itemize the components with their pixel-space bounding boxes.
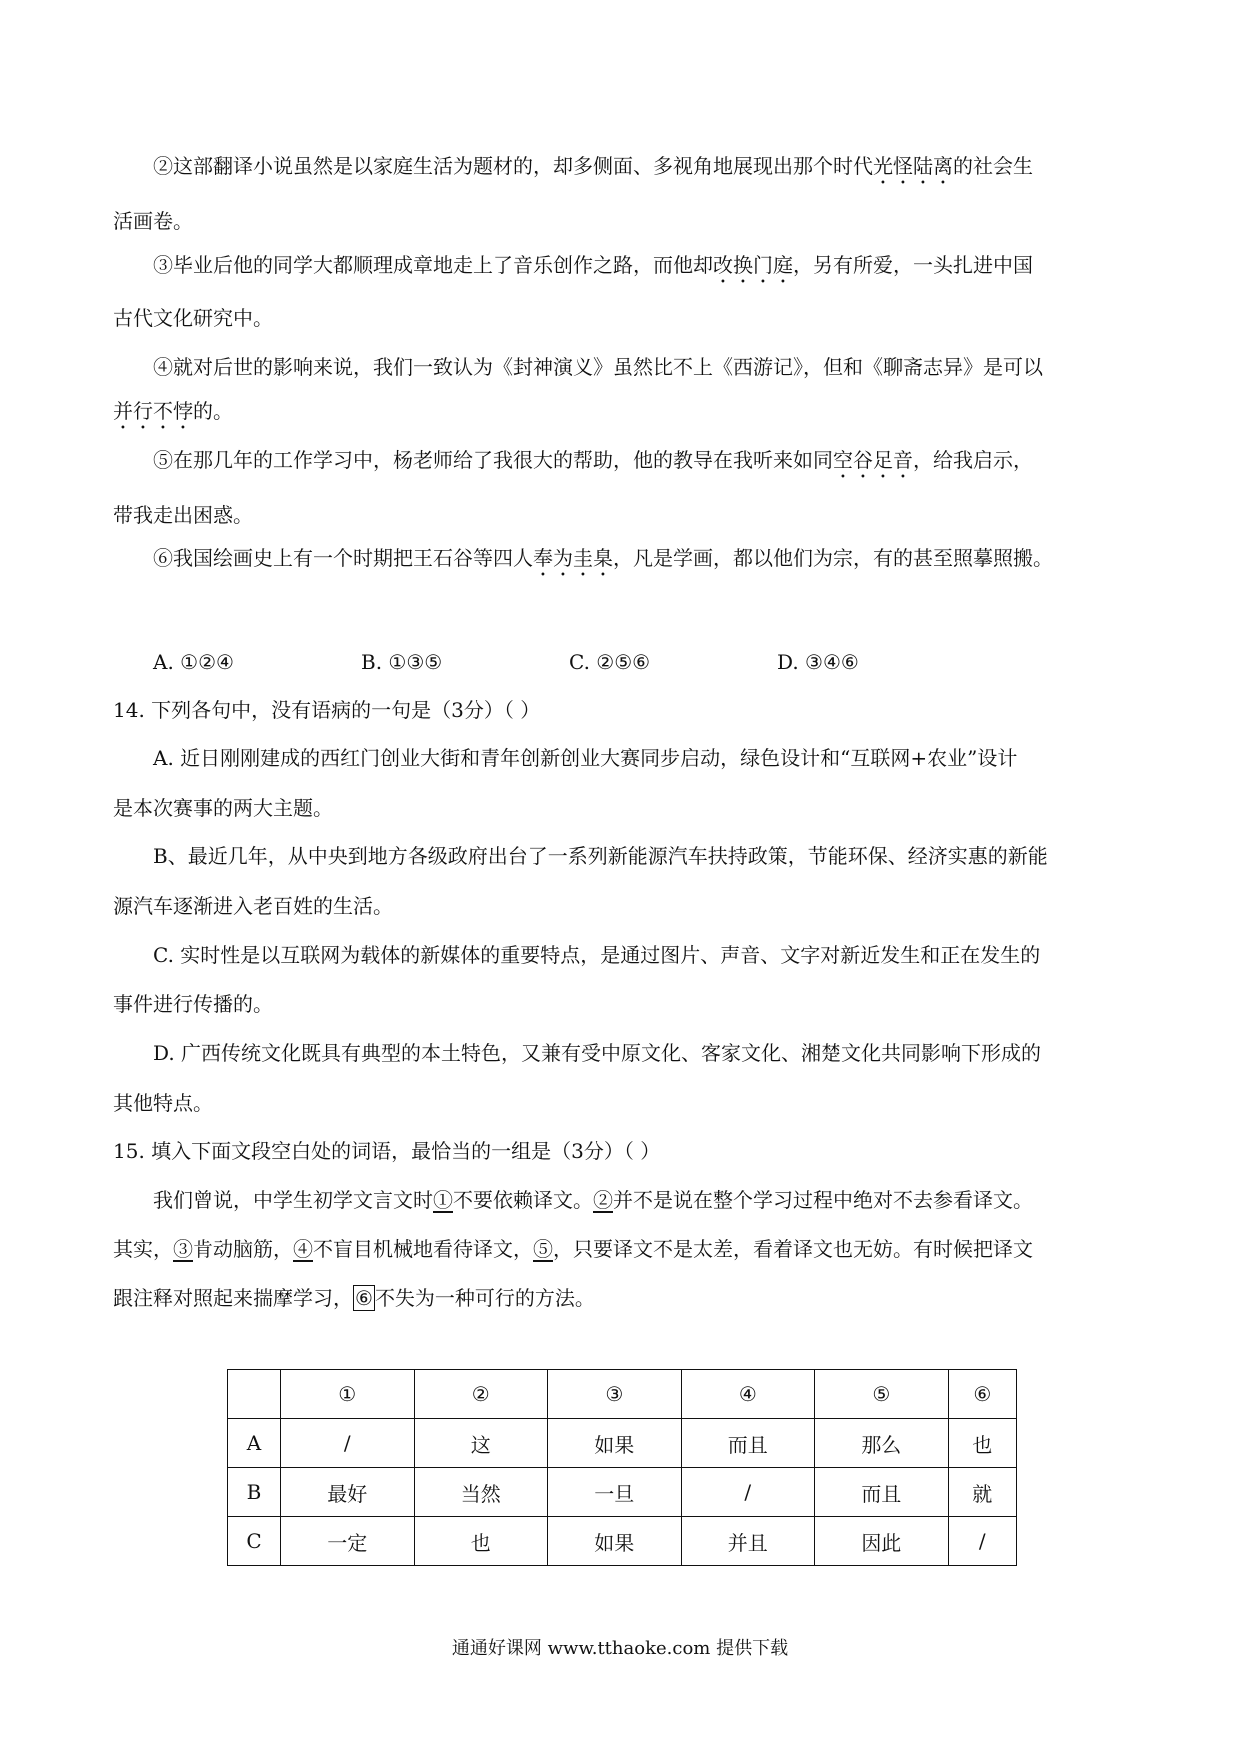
table-cell: 如果 bbox=[548, 1419, 682, 1468]
item-3-line-2: 古代文化研究中。 bbox=[113, 306, 273, 330]
table-cell: 一定 bbox=[281, 1517, 415, 1566]
table-cell: 如果 bbox=[548, 1517, 682, 1566]
table-cell: 而且 bbox=[815, 1468, 949, 1517]
table-cell: 当然 bbox=[414, 1468, 548, 1517]
q13-options bbox=[153, 650, 985, 674]
table-row-b bbox=[228, 1468, 1017, 1517]
table-cell: 就 bbox=[948, 1468, 1016, 1517]
q15-paragraph-line-3: 跟注释对照起来揣摩学习， ⑥ 不失为一种可行的方法。 bbox=[113, 1286, 595, 1310]
q14-option-b-line-2: 源汽车逐渐进入老百姓的生活。 bbox=[113, 894, 393, 918]
table-cell: / bbox=[948, 1517, 1016, 1566]
q15-paragraph-line-2: 其实，③肯动脑筋，④不盲目机械地看待译文，⑤，只要译文不是太差，看着译文也无妨。有时候把译文 bbox=[113, 1237, 1033, 1261]
table-header-row bbox=[228, 1370, 1017, 1419]
table-row-a bbox=[228, 1419, 1017, 1468]
table-cell: 也 bbox=[948, 1419, 1016, 1468]
page-footer: 通通好课网 www.tthaoke.com 提供下载 bbox=[451, 1638, 789, 1659]
table-header-cell: ④ bbox=[681, 1370, 815, 1419]
item-5-line-1: ⑤在那几年的工作学习中，杨老师给了我很大的帮助，他的教导在我听来如同空谷足音，给我启示， bbox=[153, 448, 1033, 472]
q14-option-d-line-2: 其他特点。 bbox=[113, 1091, 213, 1115]
item-5-line-2: 带我走出困惑。 bbox=[113, 503, 253, 527]
item-6-dotted-idiom: 奉为圭臬 bbox=[533, 546, 613, 570]
item-2-line-2: 活画卷。 bbox=[113, 209, 193, 233]
q13-option-a: A. ①②④ bbox=[153, 650, 234, 674]
q13-option-c: C. ②⑤⑥ bbox=[569, 650, 651, 674]
table-corner-cell bbox=[228, 1370, 281, 1419]
table-cell: / bbox=[681, 1468, 815, 1517]
blank-1: ① bbox=[433, 1188, 453, 1212]
answer-options-table bbox=[227, 1369, 1017, 1566]
q15-stem: 15. 填入下面文段空白处的词语，最恰当的一组是（3分）（ ） bbox=[113, 1139, 661, 1163]
table-cell: 那么 bbox=[815, 1419, 949, 1468]
item-3-line-1: ③毕业后他的同学大都顺理成章地走上了音乐创作之路，而他却改换门庭，另有所爱，一头扎进中国 bbox=[153, 253, 1033, 277]
table-cell: 最好 bbox=[281, 1468, 415, 1517]
row-label: B bbox=[228, 1468, 281, 1517]
row-label: C bbox=[228, 1517, 281, 1566]
table-row-c bbox=[228, 1517, 1017, 1566]
q14-option-a-line-2: 是本次赛事的两大主题。 bbox=[113, 796, 333, 820]
table-header-cell: ① bbox=[281, 1370, 415, 1419]
table-cell: 这 bbox=[414, 1419, 548, 1468]
row-label: A bbox=[228, 1419, 281, 1468]
item-2-line-1: ②这部翻译小说虽然是以家庭生活为题材的，却多侧面、多视角地展现出那个时代光怪陆离的社会生 bbox=[153, 154, 1033, 178]
item-4-line-1: ④就对后世的影响来说，我们一致认为《封神演义》虽然比不上《西游记》，但和《聊斋志异》是可以 bbox=[153, 355, 1043, 379]
q14-option-a-line-1: A. 近日刚刚建成的西红门创业大街和青年创新创业大赛同步启动，绿色设计和“互联网+农业”设计 bbox=[153, 746, 1018, 770]
q14-stem: 14. 下列各句中，没有语病的一句是（3分）（ ） bbox=[113, 698, 541, 722]
table-cell: / bbox=[281, 1419, 415, 1468]
item-4-dotted-idiom: 并行不悖 bbox=[113, 399, 193, 423]
table-cell: 也 bbox=[414, 1517, 548, 1566]
table-header-cell: ② bbox=[414, 1370, 548, 1419]
item-2-dotted-idiom: 光怪陆离 bbox=[873, 154, 953, 178]
item-5-dotted-idiom: 空谷足音 bbox=[833, 448, 913, 472]
table-cell: 因此 bbox=[815, 1517, 949, 1566]
q14-option-c-line-2: 事件进行传播的。 bbox=[113, 992, 273, 1016]
blank-4: ④ bbox=[293, 1237, 313, 1261]
table-header-cell: ③ bbox=[548, 1370, 682, 1419]
blank-2: ② bbox=[593, 1188, 613, 1212]
table-header-cell: ⑥ bbox=[948, 1370, 1016, 1419]
q14-option-d-line-1: D. 广西传统文化既具有典型的本土特色，又兼有受中原文化、客家文化、湘楚文化共同影响下形成的 bbox=[153, 1041, 1042, 1065]
blank-6-boxed: ⑥ bbox=[355, 1286, 373, 1310]
q15-paragraph-line-1: 我们曾说，中学生初学文言文时①不要依赖译文。②并不是说在整个学习过程中绝对不去参看译文。 bbox=[153, 1188, 1033, 1212]
table-cell: 并且 bbox=[681, 1517, 815, 1566]
blank-5: ⑤ bbox=[533, 1237, 553, 1261]
q13-option-d: D. ③④⑥ bbox=[777, 650, 859, 674]
table-cell: 一旦 bbox=[548, 1468, 682, 1517]
q13-option-b: B. ①③⑤ bbox=[361, 650, 443, 674]
blank-3: ③ bbox=[173, 1237, 193, 1261]
table-cell: 而且 bbox=[681, 1419, 815, 1468]
table-header-cell: ⑤ bbox=[815, 1370, 949, 1419]
q14-option-b-line-1: B、最近几年，从中央到地方各级政府出台了一系列新能源汽车扶持政策，节能环保、经济实惠的新能 bbox=[153, 844, 1048, 868]
item-3-dotted-idiom: 改换门庭 bbox=[713, 253, 793, 277]
q14-option-c-line-1: C. 实时性是以互联网为载体的新媒体的重要特点，是通过图片、声音、文字对新近发生和正在发生的 bbox=[153, 943, 1041, 967]
item-6-line-1: ⑥我国绘画史上有一个时期把王石谷等四人奉为圭臬，凡是学画，都以他们为宗，有的甚至照摹照搬。 bbox=[153, 546, 1053, 570]
item-4-line-2: 并行不悖的。 bbox=[113, 399, 233, 423]
